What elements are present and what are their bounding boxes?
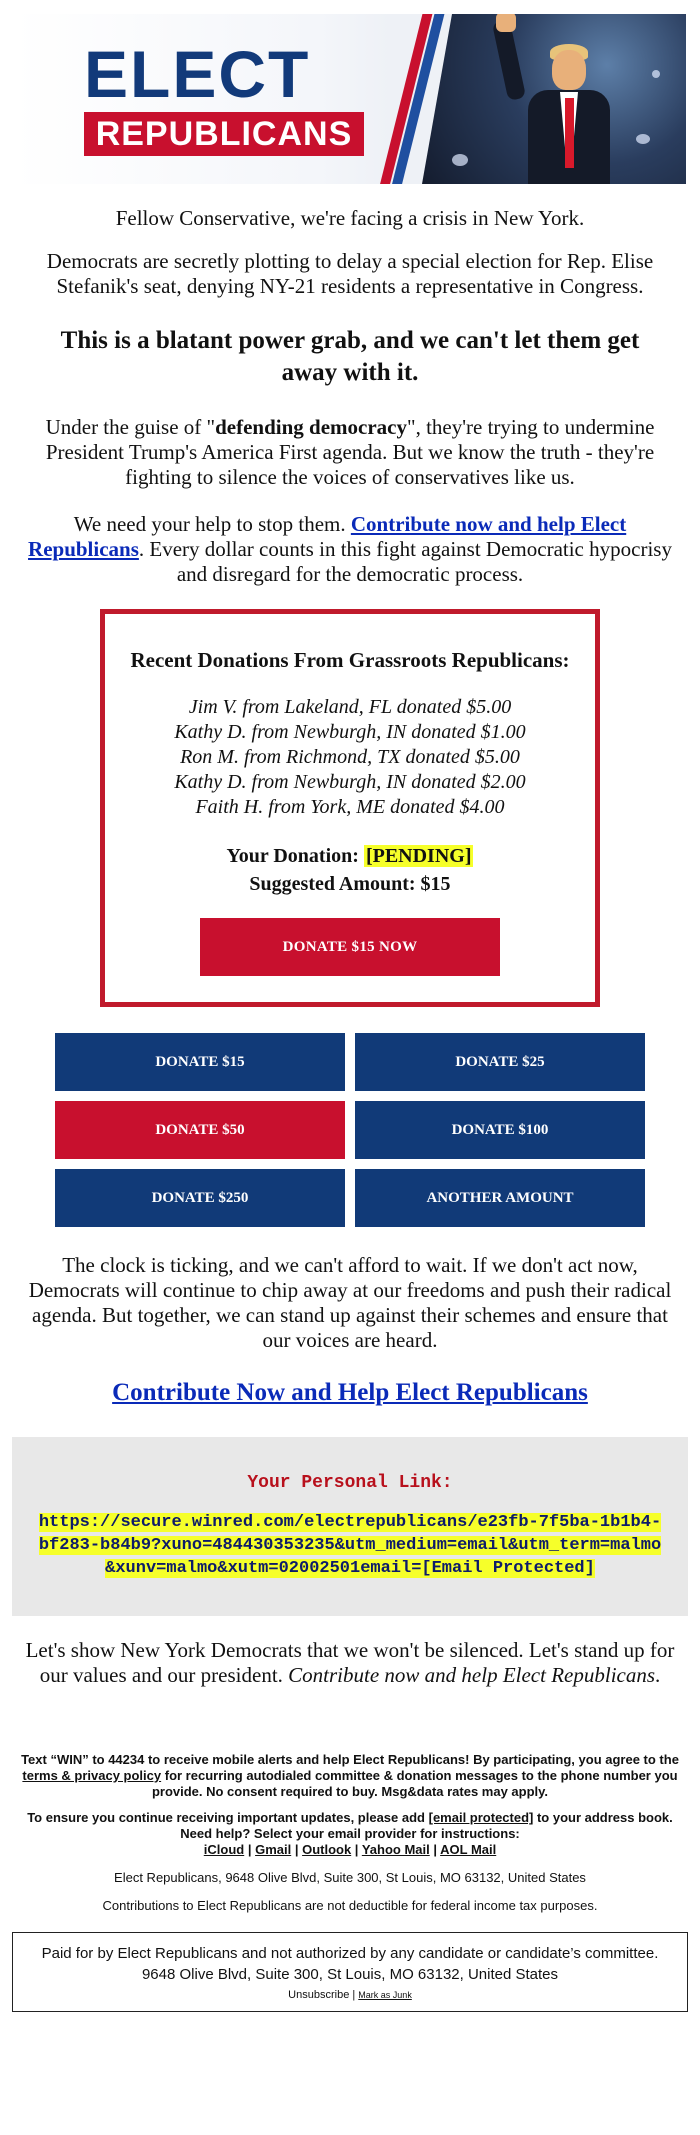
donation-entry: Ron M. from Richmond, TX donated $5.00	[180, 746, 520, 768]
logo-republicans-text: REPUBLICANS	[84, 112, 364, 156]
headline: This is a blatant power grab, and we can't let them get away with it.	[60, 327, 640, 386]
contribute-link-inline[interactable]: Contribute now and help Elect Republicans	[28, 512, 627, 561]
paragraph-defending-democracy: Under the guise of "defending democracy", they're trying to undermine President Trump's America First agenda. But we know the truth - they're fighting to silence the voices of conservatives like us.	[45, 415, 655, 489]
unsubscribe-row: Unsubscribe | Mark as Junk	[288, 1989, 412, 2001]
another-amount-button[interactable]: ANOTHER AMOUNT	[355, 1169, 645, 1227]
footer	[0, 1752, 700, 1914]
donate-15-button[interactable]: DONATE $15	[55, 1033, 345, 1091]
personal-link-url[interactable]: https://secure.winred.com/electrepublicans/e23fb-7f5ba-1b1b4-bf283-b84b9?xuno=484430353235&utm_medium=email&utm_term=malmo&xunv=malmo&xutm=02002501email=[Email Protected]	[38, 1513, 662, 1578]
donate-buttons-grid	[55, 1033, 645, 1227]
donation-entry: Faith H. from York, ME donated $4.00	[195, 796, 505, 818]
urgency-paragraph: The clock is ticking, and we can't afford to wait. If we don't act now, Democrats will continue to chip away at our freedoms and push their radical agenda. But together, we can stand up against their schemes and ensure that our voices are heard.	[28, 1253, 672, 1352]
suggested-amount: Suggested Amount: $15	[249, 873, 451, 895]
your-donation: Your Donation: [PENDING] Suggested Amount: $15	[226, 845, 472, 895]
banner-photo	[422, 14, 686, 184]
terms-privacy-link[interactable]: terms & privacy policy	[22, 1768, 162, 1783]
donation-status-badge: [PENDING]	[365, 845, 472, 867]
donation-entry: Jim V. from Lakeland, FL donated $5.00	[188, 696, 512, 718]
donate-100-button[interactable]: DONATE $100	[355, 1101, 645, 1159]
unsubscribe-link[interactable]: Unsubscribe	[288, 1989, 350, 2001]
provider-link-outlook[interactable]: Outlook	[302, 1842, 352, 1857]
recent-donations-box	[100, 609, 600, 1007]
paid-for-box	[12, 1932, 688, 2012]
donate-25-button[interactable]: DONATE $25	[355, 1033, 645, 1091]
donate-250-button[interactable]: DONATE $250	[55, 1169, 345, 1227]
logo-elect-text: ELECT	[84, 37, 311, 111]
donate-50-button[interactable]: DONATE $50	[55, 1101, 345, 1159]
closing-paragraph: Let's show New York Democrats that we won't be silenced. Let's stand up for our values and our president. Contribute now and help Elect Republicans.	[25, 1638, 675, 1687]
recent-donations-list	[125, 695, 575, 820]
personal-link-box	[12, 1437, 688, 1616]
header-banner	[14, 14, 686, 184]
provider-link-icloud[interactable]: iCloud	[203, 1842, 245, 1857]
donate-15-now-button[interactable]: DONATE $15 NOW	[200, 918, 500, 976]
paid-for-text: Paid for by Elect Republicans and not authorized by any candidate or candidate’s committee. 9648 Olive Blvd, Suite 300, St Louis, MO 63132, United States	[41, 1945, 659, 1983]
email-address-link[interactable]: [email protected]	[428, 1810, 534, 1825]
intro-line: Fellow Conservative, we're facing a crisis in New York.	[115, 206, 585, 230]
paragraph-help: We need your help to stop them. Contribute now and help Elect Republicans. Every dollar counts in this fight against Democratic hypocrisy and disregard for the democratic process.	[28, 512, 672, 586]
mailing-address: Elect Republicans, 9648 Olive Blvd, Suite 300, St Louis, MO 63132, United States	[114, 1870, 586, 1885]
contribute-now-link[interactable]: Contribute Now and Help Elect Republicans	[112, 1379, 588, 1406]
provider-link-yahoo[interactable]: Yahoo Mail	[361, 1842, 430, 1857]
provider-link-aol[interactable]: AOL Mail	[440, 1842, 497, 1857]
sms-disclaimer: Text “WIN” to 44234 to receive mobile alerts and help Elect Republicans! By participating, you agree to the terms & privacy policy for recurring autodialed committee & donation messages to the phone number you provide. No consent required to buy. Msg&data rates may apply.	[21, 1752, 679, 1799]
personal-link-title: Your Personal Link:	[247, 1473, 453, 1493]
provider-link-gmail[interactable]: Gmail	[255, 1842, 292, 1857]
donation-entry: Kathy D. from Newburgh, IN donated $2.00	[174, 771, 526, 793]
recent-donations-title: Recent Donations From Grassroots Republicans:	[130, 648, 570, 672]
donation-entry: Kathy D. from Newburgh, IN donated $1.00	[174, 721, 526, 743]
address-book-notice: To ensure you continue receiving important updates, please add [email protected] to your address book. Need help? Select your email provider for instructions: iCloud | Gmail | Outlook | Yahoo Mail | AOL Mail	[27, 1810, 673, 1857]
mark-as-junk-link[interactable]: Mark as Junk	[358, 1990, 412, 2000]
tax-disclaimer: Contributions to Elect Republicans are not deductible for federal income tax purposes.	[102, 1898, 598, 1913]
intro-paragraph: Democrats are secretly plotting to delay a special election for Rep. Elise Stefanik's seat, denying NY-21 residents a representative in Congress.	[46, 249, 654, 298]
